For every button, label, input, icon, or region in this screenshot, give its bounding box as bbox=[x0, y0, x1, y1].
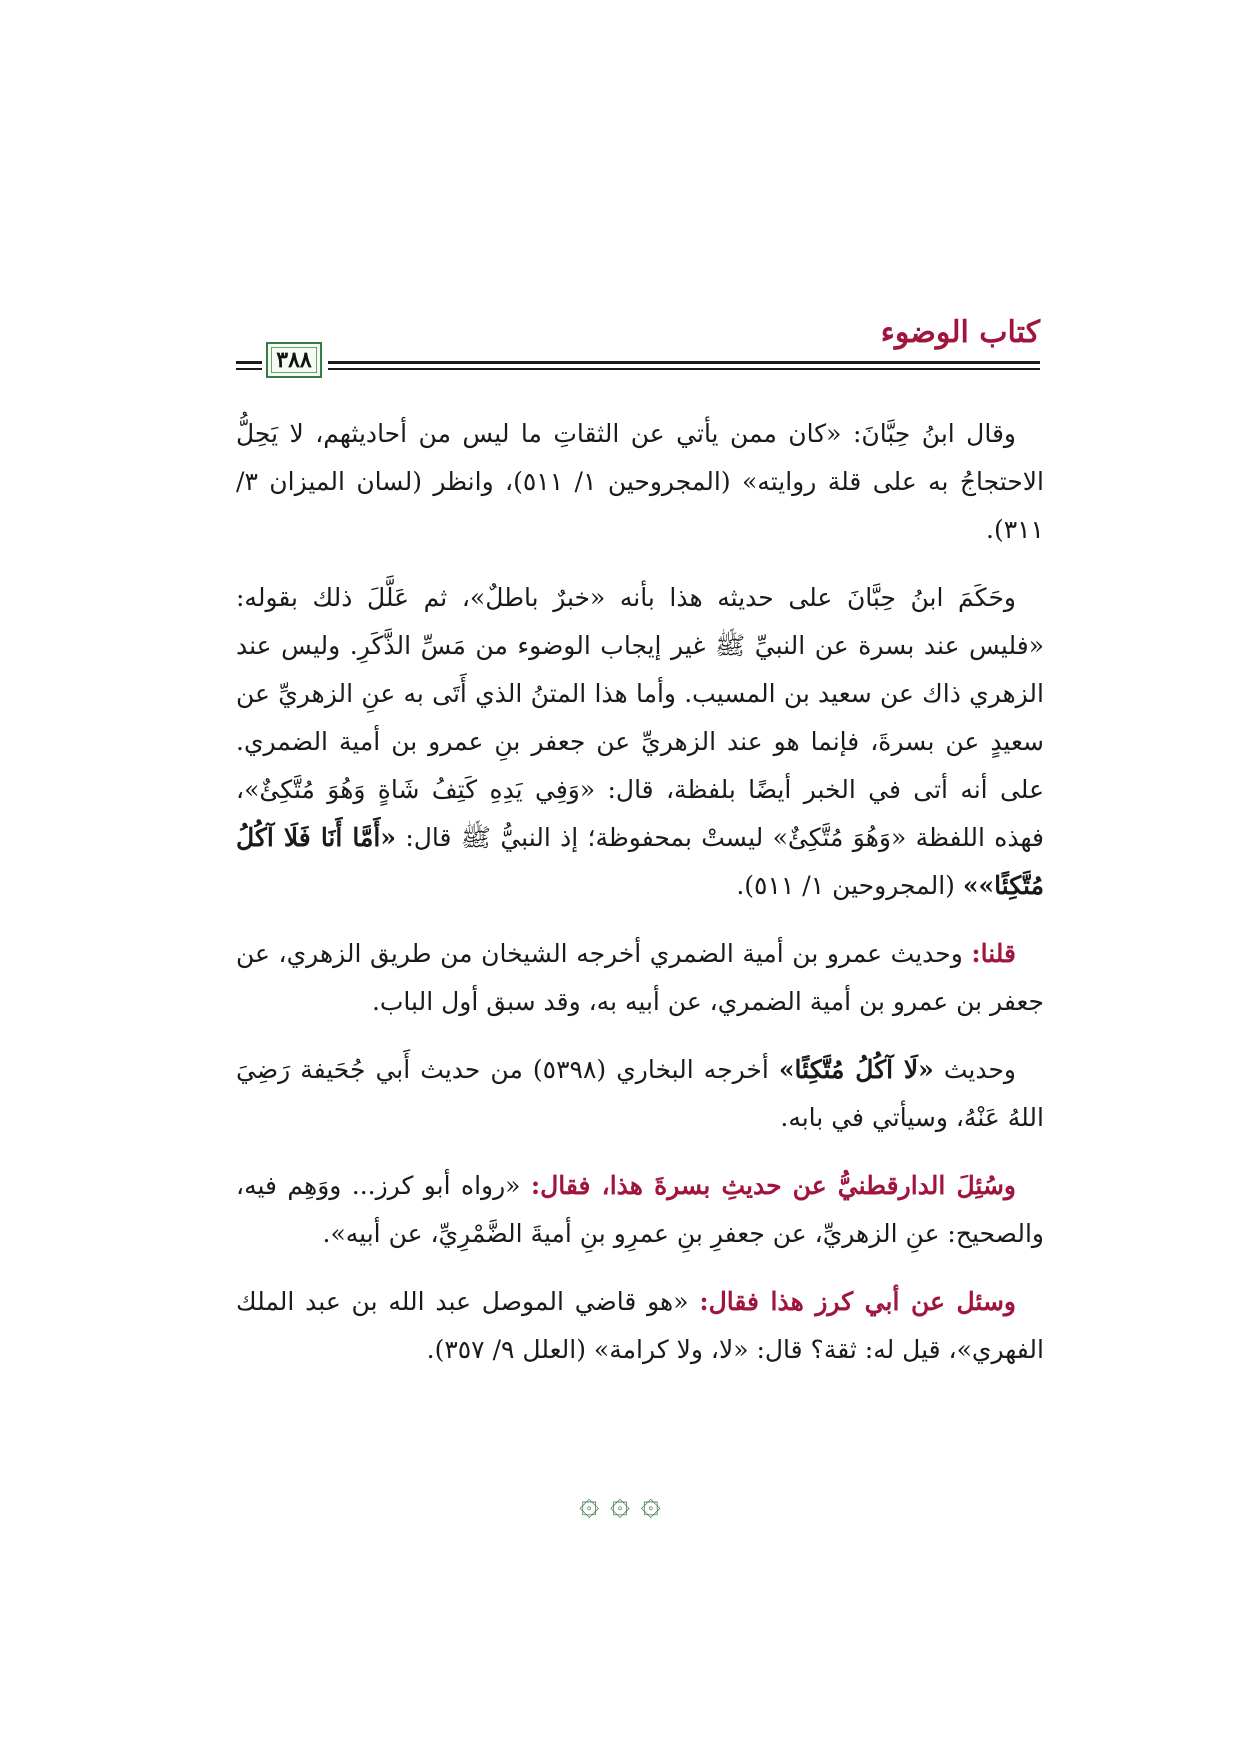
paragraph-label: قلنا: bbox=[971, 939, 1016, 968]
header-rule bbox=[328, 361, 1040, 364]
section-end-ornament-icon: ۞ ۞ ۞ bbox=[579, 1483, 661, 1523]
header-rule bbox=[328, 368, 1040, 370]
paragraph-qulna bbox=[236, 930, 1044, 1026]
hadith-quote: «لَا آكُلُ مُتَّكِئًا» bbox=[778, 1055, 934, 1084]
header-rule bbox=[236, 368, 262, 370]
paragraph-ibn-hibban-quote bbox=[236, 410, 1044, 554]
book-title: كتاب الوضوء bbox=[880, 315, 1040, 350]
paragraph-lead: وحديث bbox=[933, 1055, 1016, 1084]
paragraph-daraqutni bbox=[236, 1162, 1044, 1258]
hadith-quote: «أَمَّا أَنَا فَلَا آكُلُ مُتَّكِئًا»» bbox=[236, 823, 1044, 900]
paragraph-label: وسُئِلَ الدارقطنيُّ عن حديثِ بسرةَ هذا، فقال: bbox=[530, 1171, 1016, 1200]
paragraph-label: وسئل عن أبي كرز هذا فقال: bbox=[699, 1287, 1016, 1316]
page-number: ٣٨٨ bbox=[276, 347, 312, 373]
page-number-badge bbox=[266, 342, 322, 378]
paragraph-text: وحديث عمرو بن أمية الضمري أخرجه الشيخان من طريق الزهري، عن جعفر بن عمرو بن أمية الضمري، عن أبيه به، وقد سبق أول الباب. bbox=[236, 939, 1044, 1016]
paragraph-text: «رواه أبو كرز... ووَهِم فيه، والصحيح: عنِ الزهريِّ، عن جعفرِ بنِ عمرِو بنِ أميةَ الضَّمْرِيِّ، عن أبيه». bbox=[236, 1171, 1044, 1248]
paragraph-text: وحَكَمَ ابنُ حِبَّانَ على حديثه هذا بأنه «خبرٌ باطلٌ»، ثم عَلَّلَ ذلك بقوله: «فليس عند بسرة عن النبيِّ ﷺ غير إيجاب الوضوء من مَسِّ الذَّكَرِ. وليس عند الزهري ذاك عن سعيد بن المسيب. وأما هذا المتنُ الذي أَتَى به عنِ الزهريِّ عن سعيدٍ عن بسرةَ، فإنما هو عند الزهريِّ عن جعفر بنِ عمرو بن أمية الضمري. على أنه أتى في الخبر أيضًا بلفظة، قال: «وَفِي يَدِهِ كَتِفُ شَاةٍ وَهُوَ مُتَّكِئٌ»، فهذه اللفظة «وَهُوَ مُتَّكِئٌ» ليستْ بمحفوظة؛ إذ النبيُّ ﷺ قال: bbox=[236, 583, 1044, 852]
citation: (المجروحين ١/ ٥١١). bbox=[736, 871, 963, 900]
page-header bbox=[236, 315, 1040, 380]
paragraph-abu-kurz bbox=[236, 1278, 1044, 1374]
paragraph-text: «هو قاضي الموصل عبد الله بن عبد الملك الفهري»، قيل له: ثقة؟ قال: «لا، ولا كرامة» (العلل ٩/ ٣٥٧). bbox=[236, 1287, 1044, 1364]
page-body bbox=[236, 410, 1044, 1394]
paragraph-text: أخرجه البخاري (٥٣٩٨) من حديث أَبي جُحَيفة رَضِيَ اللهُ عَنْهُ، وسيأتي في بابه. bbox=[236, 1055, 1044, 1132]
header-rule bbox=[236, 361, 262, 364]
paragraph-ibn-hibban-ruling bbox=[236, 574, 1044, 910]
paragraph-bukhari bbox=[236, 1046, 1044, 1142]
paragraph-text: وقال ابنُ حِبَّانَ: «كان ممن يأتي عن الثقاتِ ما ليس من أحاديثهم، لا يَحِلُّ الاحتجاجُ به على قلة روايته» (المجروحين ١/ ٥١١)، وانظر (لسان الميزان ٣/ ٣١١). bbox=[236, 419, 1044, 544]
